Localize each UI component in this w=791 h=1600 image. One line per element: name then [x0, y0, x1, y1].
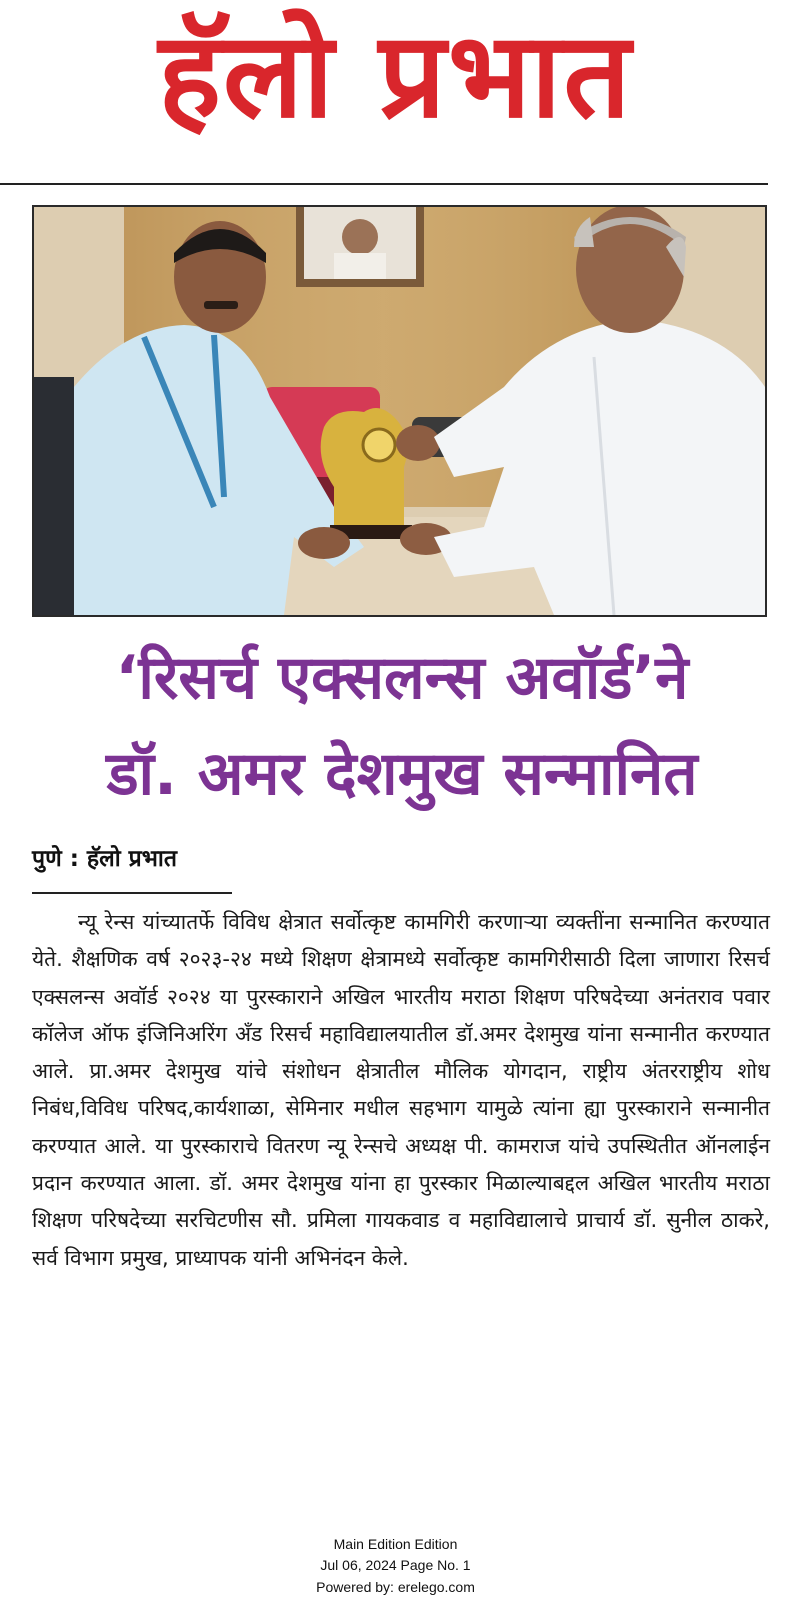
- photo-illustration: [34, 207, 765, 615]
- edition-label: Main Edition Edition: [333, 1536, 458, 1552]
- headline-line-1: ‘रिसर्च एक्सलन्स अवॉर्ड’ने: [115, 643, 689, 713]
- article-headline: [28, 630, 776, 822]
- newspaper-title: हॅलो प्रभात: [158, 6, 633, 144]
- article-body: न्यू रेन्स यांच्यातर्फे विविध क्षेत्रात सर्वोत्कृष्ट कामगिरी करणाऱ्या व्यक्तींना सन्मानित करण्यात येते. शैक्षणिक वर्ष २०२३-२४ मध्ये शिक्षण क्षेत्रामध्ये सर्वोत्कृष्ट कामगिरीसाठी दिला जाणारा रिसर्च एक्सलन्स अवॉर्ड २०२४ या पुरस्काराने अखिल भारतीय मराठा शिक्षण परिषदेच्या अनंतराव पवार कॉलेज ऑफ इंजिनिअरिंग अँड रिसर्च महाविद्यालयातील डॉ.अमर देशमुख यांना सन्मानीत करण्यात आले. प्रा.अमर देशमुख यांचे संशोधन क्षेत्रातील मौलिक योगदान, राष्ट्रीय अंतरराष्ट्रीय शोध निबंध,विविध परिषद,कार्यशाळा, सेमिनार मधील सहभाग यामुळे त्यांना ह्या पुरस्काराने सन्मानीत करण्यात आले. या पुरस्काराचे वितरण न्यू रेन्सचे अध्यक्ष पी. कामराज यांचे उपस्थितीत ऑनलाईन प्रदान करण्यात आला. डॉ. अमर देशमुख यांना हा पुरस्कार मिळाल्याबद्दल अखिल भारतीय मराठा शिक्षण परिषदेच्या सरचिटणीस सौ. प्रमिला गायकवाड व महाविद्यालाचे प्राचार्य डॉ. सुनील ठाकरे, सर्व विभाग प्रमुख, प्राध्यापक यांनी अभिनंदन केले.: [32, 910, 770, 1270]
- headline-line-2: डॉ. अमर देशमुख सन्मानित: [106, 739, 698, 809]
- masthead: [0, 0, 791, 185]
- masthead-divider: [0, 183, 768, 185]
- award-presentation-photo: [32, 205, 767, 617]
- dateline: पुणे : हॅलो प्रभात: [32, 846, 177, 872]
- dateline-divider: [32, 892, 232, 894]
- powered-by-label: Powered by: erelego.com: [316, 1579, 475, 1595]
- date-page-label: Jul 06, 2024 Page No. 1: [320, 1557, 471, 1573]
